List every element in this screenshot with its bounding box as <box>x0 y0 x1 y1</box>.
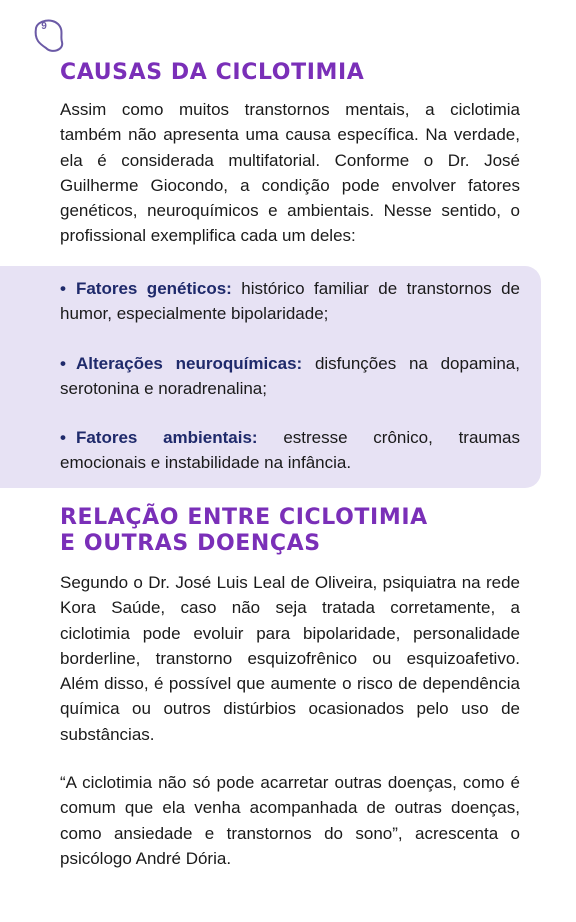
factor-text: histórico familiar de transtornos de humor, especialmente bipolaridade; <box>60 279 520 324</box>
section-title-causas: CAUSAS DA CICLOTIMIA <box>60 60 365 85</box>
factor-term: Alterações neuroquímicas: <box>75 353 303 373</box>
list-item <box>60 351 520 402</box>
title-line-1: RELAÇÃO ENTRE CICLOTIMIA <box>60 505 428 530</box>
title-line-2: E OUTRAS DOENÇAS <box>60 531 321 556</box>
section-title-relacao <box>60 505 530 557</box>
paragraph-causas: Assim como muitos transtornos mentais, a ciclotimia também não apresenta uma causa específica. Na verdade, ela é considerada multifatorial. Conforme o Dr. José Guilherme Giocondo, a condição pode envolver fatores genéticos, neuroquímicos e ambientais. Nesse sentido, o profissional exemplifica cada um deles: <box>60 100 520 246</box>
factor-term: Fatores ambientais: <box>75 428 258 448</box>
factor-text: disfunções na dopamina, serotonina e noradrenalina; <box>60 353 520 398</box>
factor-text: estresse crônico, traumas emocionais e instabilidade na infância. <box>60 428 520 473</box>
page-number: 9 <box>41 21 47 32</box>
bullet: • <box>60 353 66 373</box>
bullet: • <box>60 428 66 448</box>
factor-term: Fatores genéticos: <box>75 279 232 298</box>
bullet: • <box>60 279 66 298</box>
factors-list <box>60 276 520 476</box>
list-item <box>60 425 520 476</box>
paragraph-relacao: Segundo o Dr. José Luis Leal de Oliveira, psiquiatra na rede Kora Saúde, caso não seja tratada corretamente, a ciclotimia pode evoluir para bipolaridade, personalidade borderline, transtorno esquizofrênico ou esquizoafetivo. Além disso, é possível que aumente o risco de dependência química ou outros distúrbios ocasionados pelo uso de substâncias. <box>60 573 520 744</box>
list-item <box>60 276 520 327</box>
quote-paragraph: “A ciclotimia não só pode acarretar outras doenças, como é comum que ela venha acompanhada de outras doenças, como ansiedade e transtornos do sono”, acrescenta o psicólogo André Dória. <box>60 773 520 868</box>
